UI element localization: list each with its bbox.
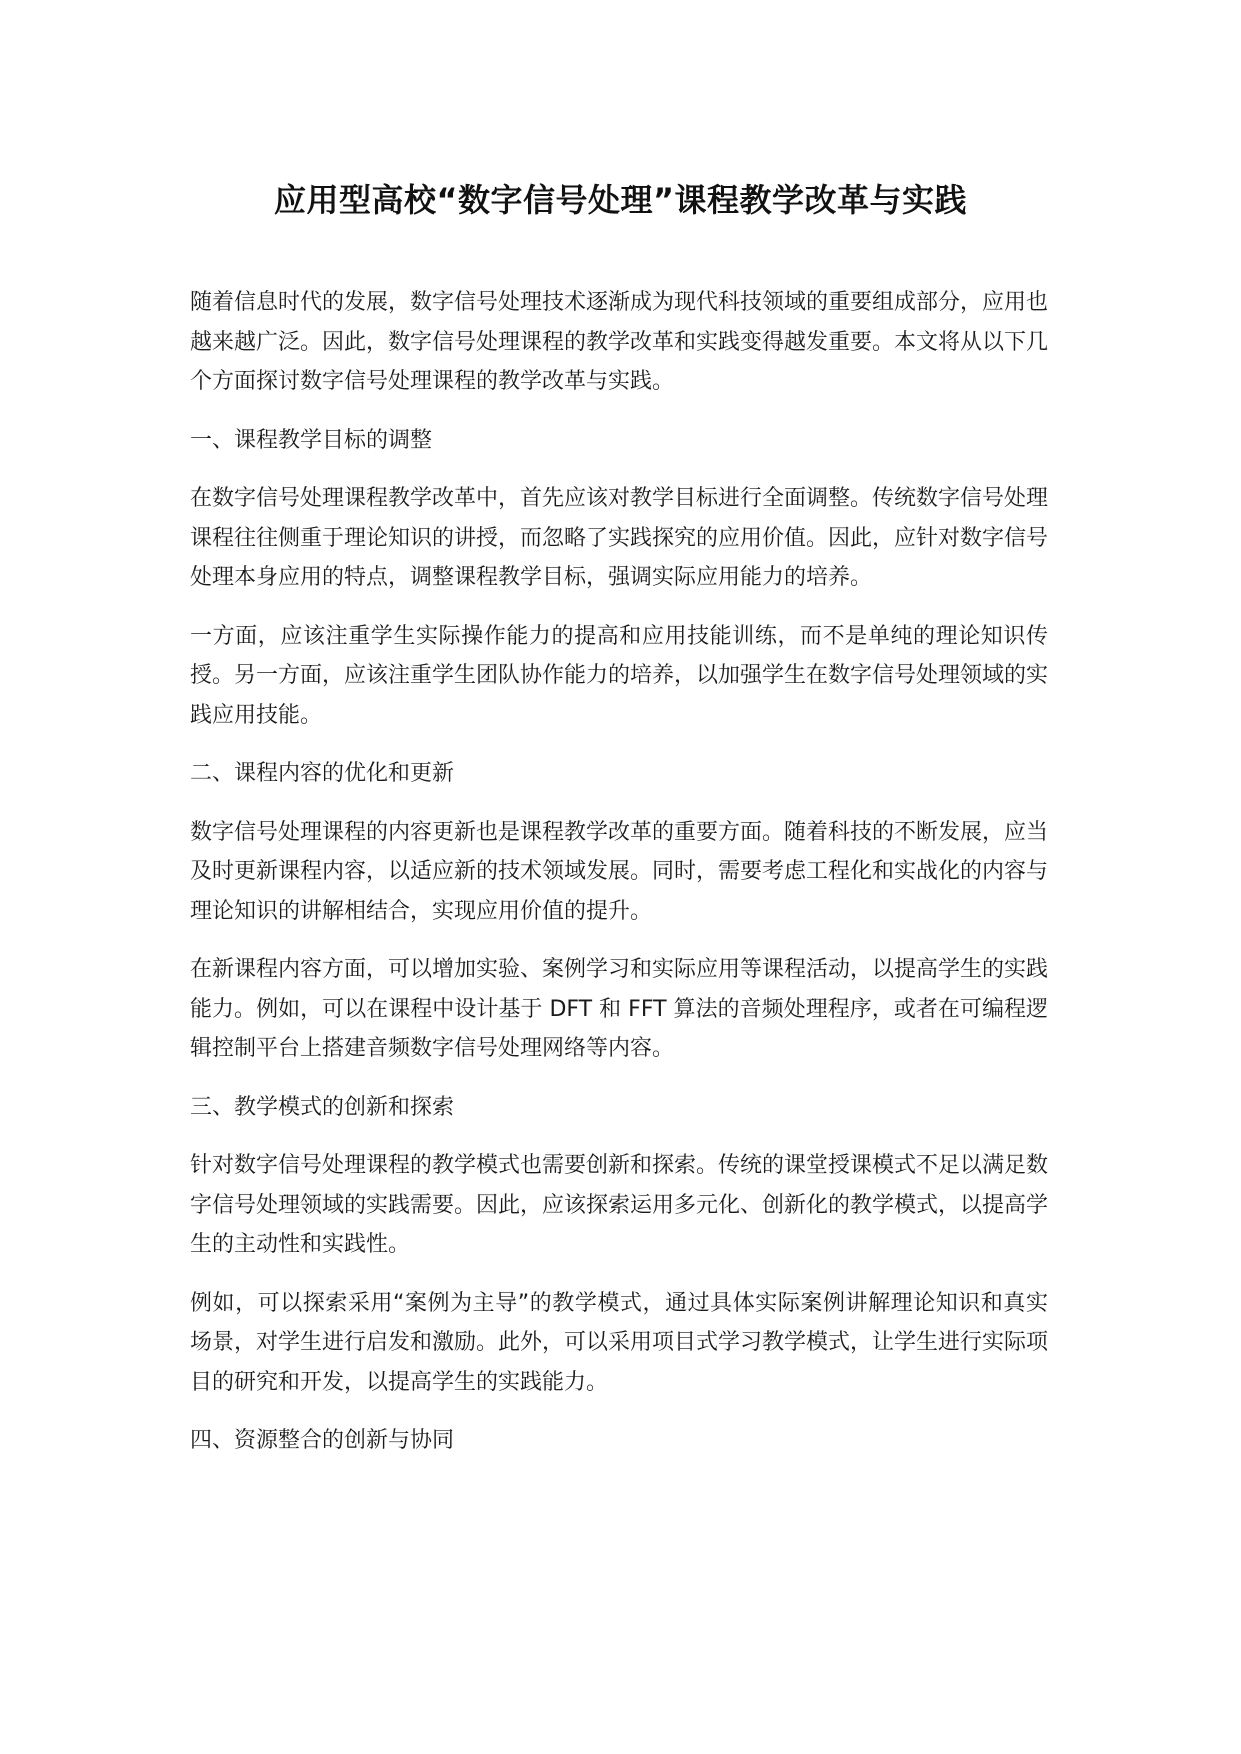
paragraph: 例如，可以探索采用“案例为主导”的教学模式，通过具体实际案例讲解理论知识和真实场景，对学生进行启发和激励。此外，可以采用项目式学习教学模式，让学生进行实际项目的研究和开发，以提高学生的实践能力。 [190,1290,1049,1395]
document-body [190,283,1048,1480]
document-title: 应用型高校“数字信号处理”课程教学改革与实践 [273,181,968,219]
section-heading-1: 一、课程教学目标的调整 [190,427,433,453]
paragraph: 在数字信号处理课程教学改革中，首先应该对教学目标进行全面调整。传统数字信号处理课程往往侧重于理论知识的讲授，而忽略了实践探究的应用价值。因此，应针对数字信号处理本身应用的特点，调整课程教学目标，强调实际应用能力的培养。 [190,486,1049,590]
section-heading-3: 三、教学模式的创新和探索 [190,1094,455,1120]
paragraph: 针对数字信号处理课程的教学模式也需要创新和探索。传统的课堂授课模式不足以满足数字信号处理领域的实践需要。因此，应该探索运用多元化、创新化的教学模式，以提高学生的主动性和实践性。 [190,1153,1049,1257]
paragraph-intro: 随着信息时代的发展，数字信号处理技术逐渐成为现代科技领域的重要组成部分，应用也越来越广泛。因此，数字信号处理课程的教学改革和实践变得越发重要。本文将从以下几个方面探讨数字信号处理课程的教学改革与实践。 [190,290,1049,394]
section-heading-4: 四、资源整合的创新与协同 [190,1428,455,1453]
section-heading-2: 二、课程内容的优化和更新 [190,761,455,786]
paragraph: 数字信号处理课程的内容更新也是课程教学改革的重要方面。随着科技的不断发展，应当及时更新课程内容，以适应新的技术领域发展。同时，需要考虑工程化和实战化的内容与理论知识的讲解相结合，实现应用价值的提升。 [190,819,1049,924]
paragraph: 一方面，应该注重学生实际操作能力的提高和应用技能训练，而不是单纯的理论知识传授。另一方面，应该注重学生团队协作能力的培养，以加强学生在数字信号处理领域的实践应用技能。 [190,623,1049,728]
paragraph: 在新课程内容方面，可以增加实验、案例学习和实际应用等课程活动，以提高学生的实践能力。例如，可以在课程中设计基于 DFT 和 FFT 算法的音频处理程序，或者在可编程逻辑控制平台上搭建音频数字信号处理网络等内容。 [190,957,1049,1061]
